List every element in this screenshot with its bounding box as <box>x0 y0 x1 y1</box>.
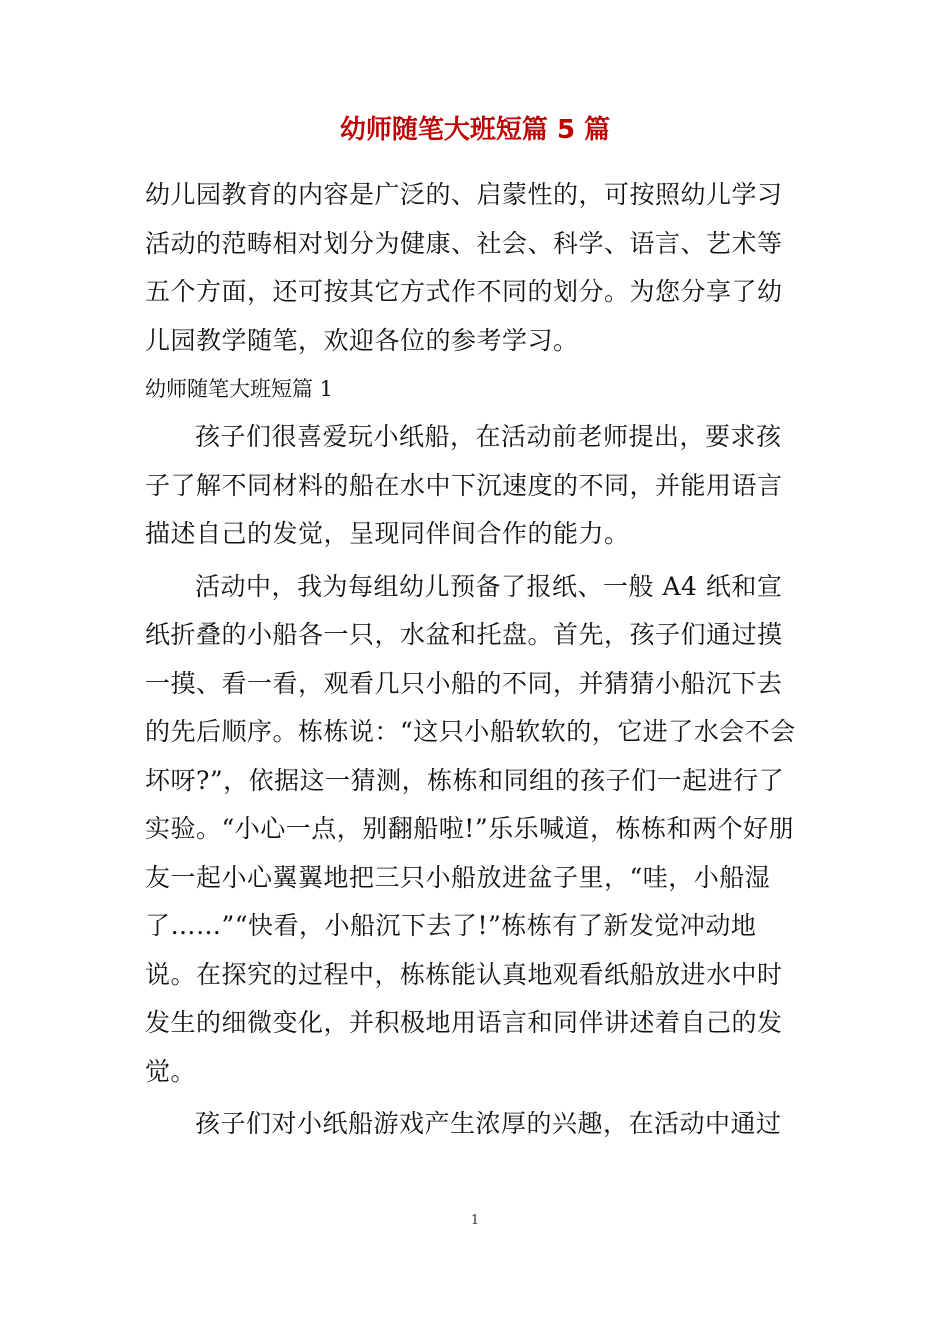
document-body <box>145 171 805 1149</box>
body-paragraph-2: 活动中，我为每组幼儿预备了报纸、一般 A4 纸和宣纸折叠的小船各一只，水盆和托盘。首先，孩子们通过摸一摸、看一看，观看几只小船的不同，并猜猜小船沉下去的先后顺序。栋栋说：“这只小船软软的，它进了水会不会坏呀?”，依据这一猜测，栋栋和同组的孩子们一起进行了实验。“小心一点，别翻船啦!”乐乐喊道，栋栋和两个好朋友一起小心翼翼地把三只小船放进盆子里，“哇，小船湿了……”“快看，小船沉下去了!”栋栋有了新发觉冲动地说。在探究的过程中，栋栋能认真地观看纸船放进水中时发生的细微变化，并积极地用语言和同伴讲述着自己的发觉。 <box>145 571 796 1086</box>
intro-paragraph: 幼儿园教育的内容是广泛的、启蒙性的，可按照幼儿学习活动的范畴相对划分为健康、社会、科学、语言、艺术等五个方面，还可按其它方式作不同的划分。为您分享了幼儿园教学随笔，欢迎各位的参考学习。 <box>145 180 783 355</box>
document-title: 幼师随笔大班短篇 5 篇 <box>339 115 611 145</box>
body-paragraph-3: 孩子们对小纸船游戏产生浓厚的兴趣，在活动中通过 <box>195 1109 782 1138</box>
body-paragraph-1: 孩子们很喜爱玩小纸船，在活动前老师提出，要求孩子了解不同材料的船在水中下沉速度的不同，并能用语言描述自己的发觉，呈现同伴间合作的能力。 <box>145 422 783 548</box>
page-number: 1 <box>470 1213 480 1228</box>
section-heading: 幼师随笔大班短篇 1 <box>145 377 334 401</box>
